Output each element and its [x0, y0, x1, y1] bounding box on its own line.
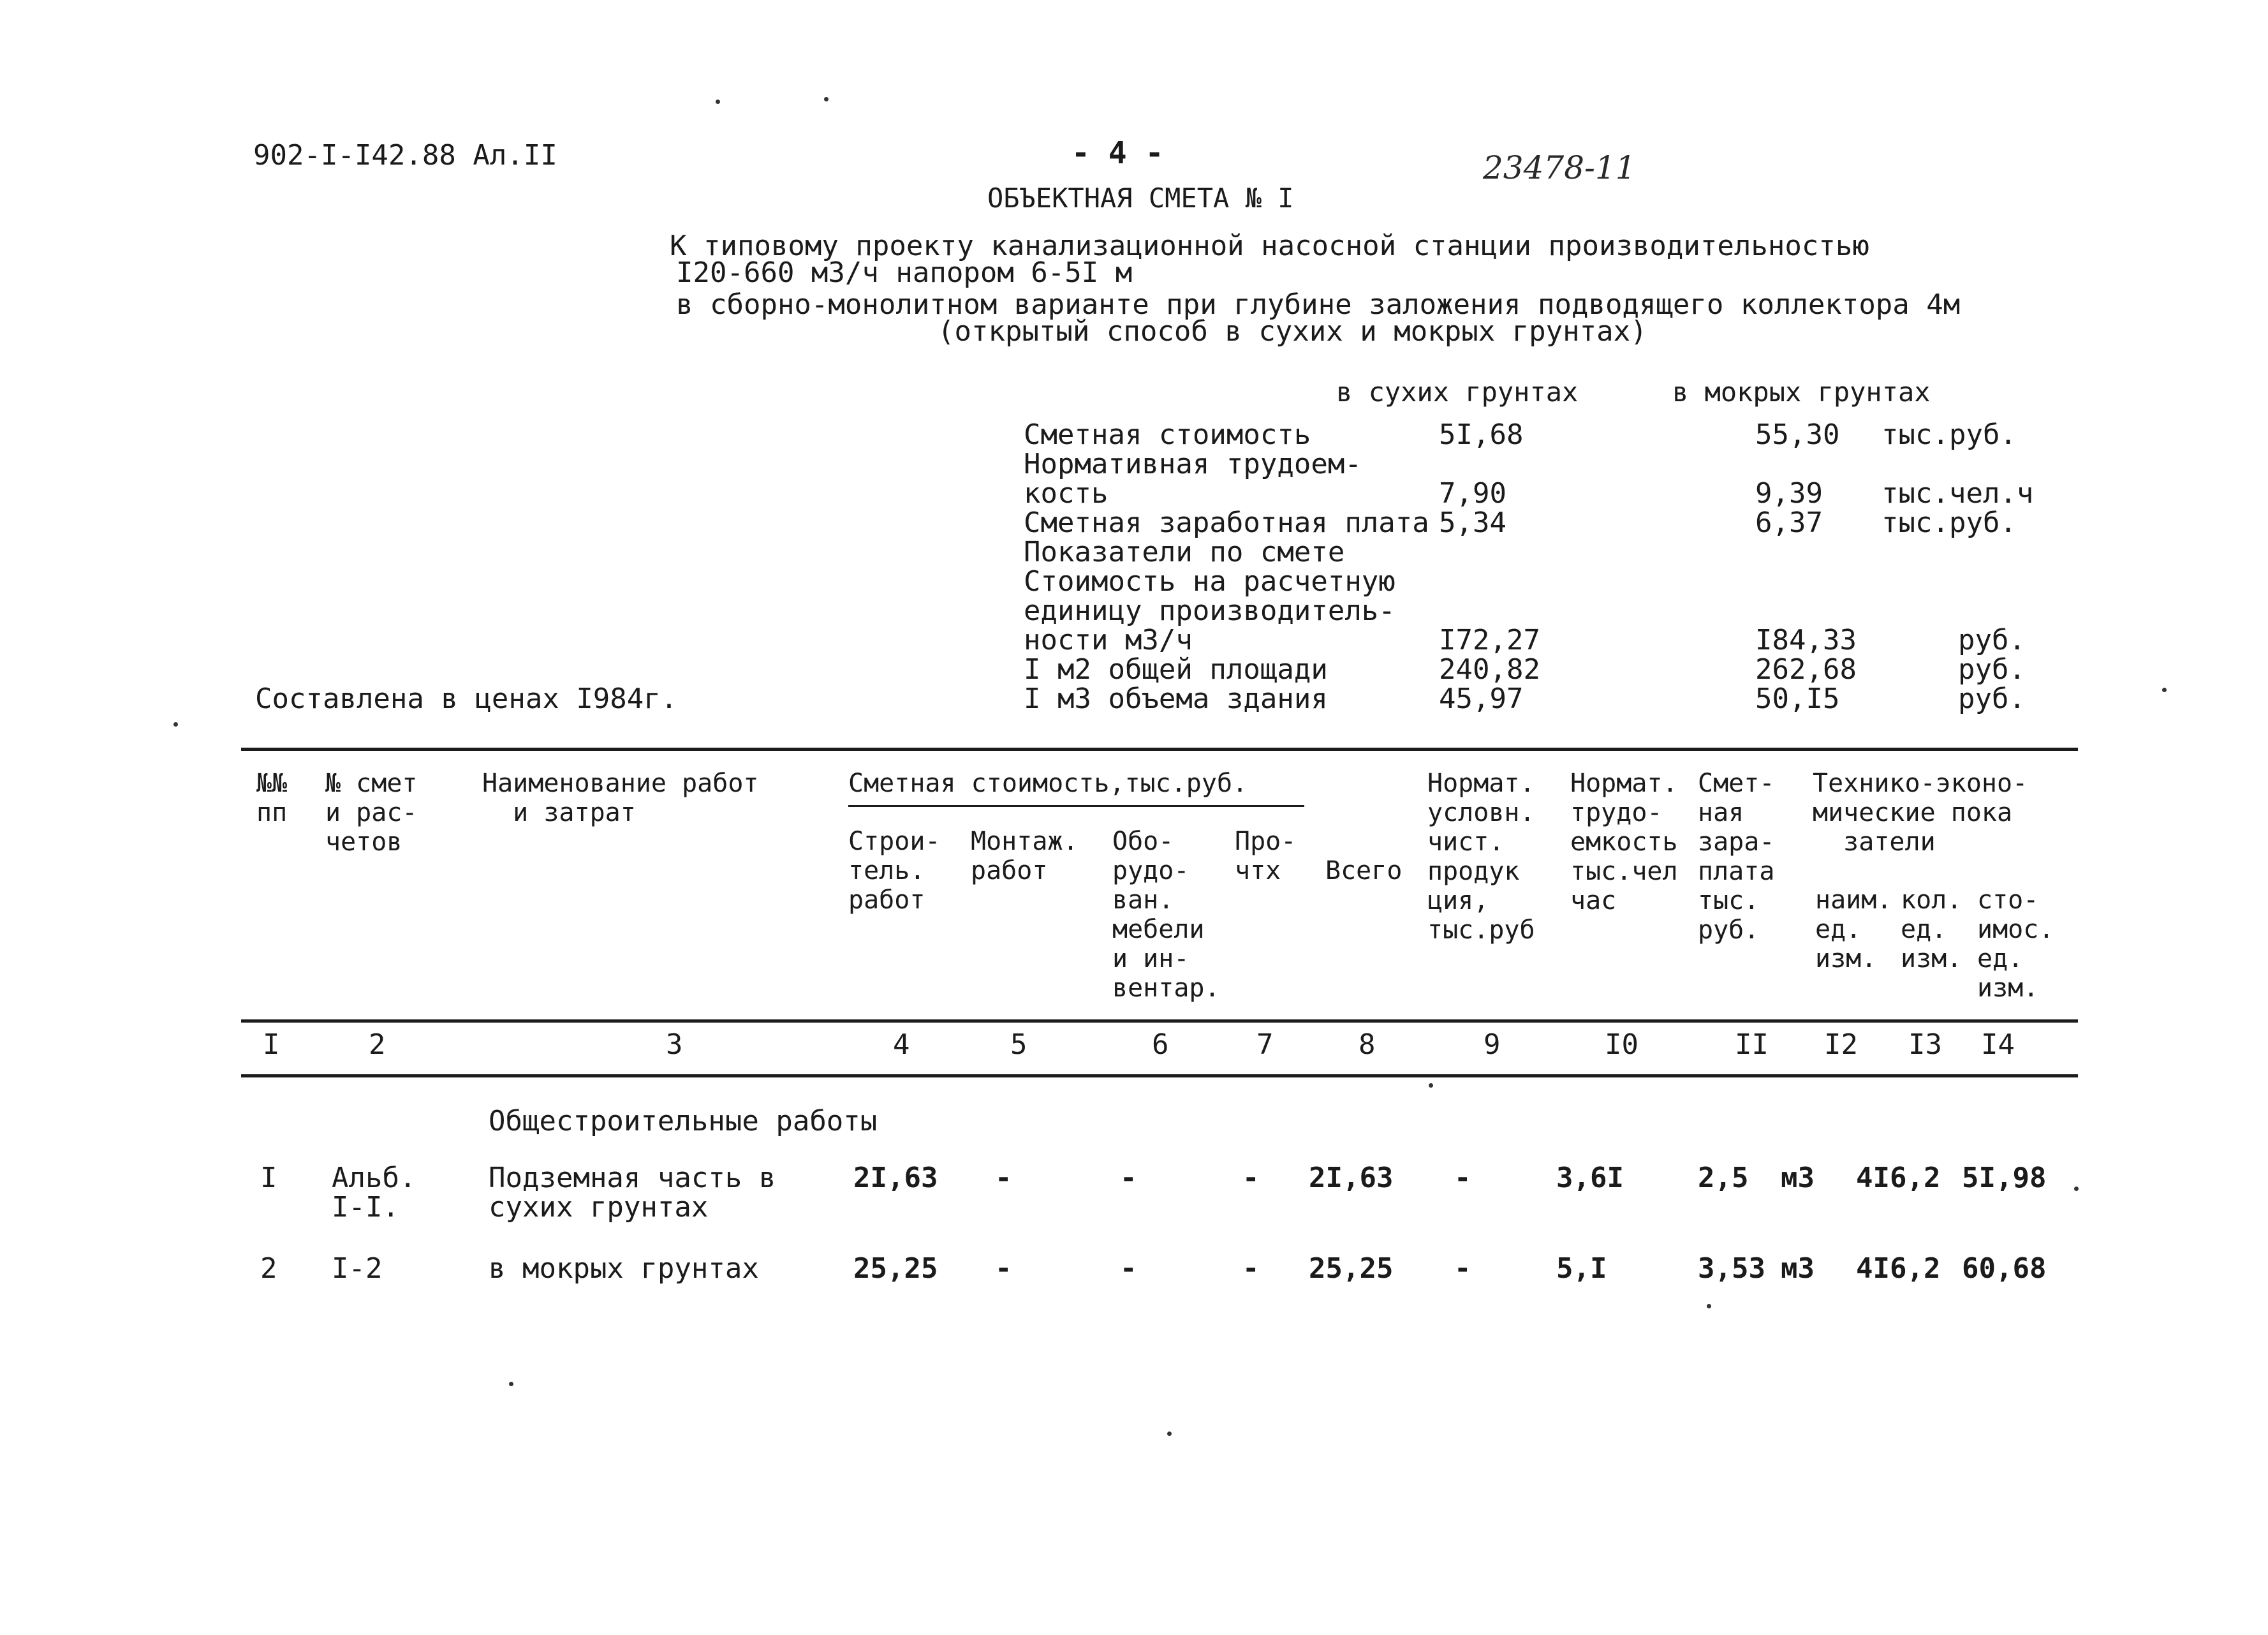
cell-n: 2 [260, 1252, 277, 1285]
summary-dry-value: 240,82 [1439, 653, 1540, 686]
summary-header-wet: в мокрых грунтах [1672, 376, 1931, 408]
cell-c6: - [1120, 1162, 1137, 1194]
header-equipment: Обо- рудо- ван. мебели и ин- вентар. [1112, 827, 1220, 1003]
cell-c13: 4I6,2 [1856, 1252, 1941, 1285]
cell-c12: м3 [1781, 1252, 1815, 1285]
column-number: I0 [1605, 1028, 1638, 1061]
cell-c6: - [1120, 1252, 1137, 1285]
cell-ref: I-2 [332, 1252, 383, 1285]
header-bottom-rule [241, 1019, 2078, 1023]
cell-c9: - [1454, 1162, 1471, 1194]
column-number: I [263, 1028, 280, 1061]
handwritten-number: 23478-11 [1483, 149, 1636, 186]
cell-c8: 25,25 [1309, 1252, 1394, 1285]
header-estimate-ref: № смет и рас- четов [325, 769, 418, 857]
summary-dry-value: 5,34 [1439, 507, 1506, 539]
subtitle-line-4: (открытый способ в сухих и мокрых грунтах) [938, 315, 1647, 348]
scan-speck [1429, 1083, 1433, 1088]
summary-unit: руб. [1958, 683, 2026, 715]
cell-n: I [260, 1162, 277, 1194]
header-unit-cost: сто- имос. ед. изм. [1977, 885, 2054, 1003]
column-number: 9 [1484, 1028, 1501, 1061]
summary-label: ности м3/ч [1024, 624, 1193, 656]
section-title: Общестроительные работы [489, 1105, 878, 1137]
summary-dry-value: I72,27 [1439, 624, 1540, 656]
cell-c7: - [1242, 1252, 1260, 1285]
cell-c11: 3,53 [1698, 1252, 1765, 1285]
document-code: 902-I-I42.88 Ал.II [253, 139, 557, 172]
summary-wet-value: 6,37 [1755, 507, 1823, 539]
column-number: 4 [893, 1028, 910, 1061]
summary-label: единицу производитель- [1024, 595, 1395, 627]
header-wages: Смет- ная зара- плата тыс. руб. [1698, 769, 1775, 945]
column-number: 5 [1010, 1028, 1027, 1061]
summary-unit: тыс.чел.ч [1881, 477, 2034, 510]
cell-c8: 2I,63 [1309, 1162, 1394, 1194]
header-unit-name: наим. ед. изм. [1815, 885, 1892, 973]
column-number: 6 [1152, 1028, 1169, 1061]
header-work-name: Наименование работ и затрат [482, 769, 759, 827]
cell-c9: - [1454, 1252, 1471, 1285]
subtitle-line-1: К типовому проекту канализационной насосной станции производительностью [670, 230, 1869, 262]
summary-wet-value: 9,39 [1755, 477, 1823, 510]
scan-speck [173, 722, 178, 727]
subtitle-line-3: в сборно-монолитном варианте при глубине заложения подводящего коллектора 4м [676, 288, 1961, 321]
summary-unit: руб. [1958, 653, 2026, 686]
scan-speck [2162, 688, 2167, 692]
summary-label: Сметная заработная плата [1024, 507, 1429, 539]
subtitle-line-2: I20-660 м3/ч напором 6-5I м [676, 256, 1133, 289]
summary-label: кость [1024, 477, 1108, 510]
summary-wet-value: I84,33 [1755, 624, 1857, 656]
cell-c4: 2I,63 [853, 1162, 938, 1194]
table-top-rule [241, 748, 2078, 751]
scan-speck [1167, 1432, 1172, 1436]
column-number: I2 [1824, 1028, 1858, 1061]
group-header-rule [848, 805, 1304, 807]
prices-note: Составлена в ценах I984г. [255, 683, 678, 715]
cell-c4: 25,25 [853, 1252, 938, 1285]
cell-c11: 2,5 [1698, 1162, 1749, 1194]
header-other: Про- чтх [1235, 827, 1297, 885]
cell-c13: 4I6,2 [1856, 1162, 1941, 1194]
cell-c5: - [995, 1162, 1012, 1194]
column-number: 3 [666, 1028, 683, 1061]
summary-wet-value: 50,I5 [1755, 683, 1840, 715]
header-installation: Монтаж. работ [971, 827, 1079, 885]
document-title: ОБЪЕКТНАЯ СМЕТА № I [987, 182, 1294, 214]
summary-header-dry: в сухих грунтах [1336, 376, 1579, 408]
column-number: 7 [1256, 1028, 1274, 1061]
header-total: Всего [1325, 856, 1403, 885]
header-tech-econ: Технико-эконо- мические пока затели [1813, 769, 2028, 857]
summary-wet-value: 262,68 [1755, 653, 1857, 686]
scan-speck [716, 100, 720, 104]
summary-unit: тыс.руб. [1881, 507, 2017, 539]
cell-c14: 5I,98 [1962, 1162, 2047, 1194]
header-labor: Нормат. трудо- емкость тыс.чел час [1570, 769, 1678, 915]
summary-label: Нормативная трудоем- [1024, 448, 1362, 480]
header-construction: Строи- тель. работ [848, 827, 941, 915]
summary-label: Показатели по смете [1024, 536, 1345, 568]
scan-speck [509, 1382, 513, 1386]
summary-label: Стоимость на расчетную [1024, 565, 1395, 598]
column-number: 2 [369, 1028, 386, 1061]
header-row-number: №№ пп [256, 769, 288, 827]
cell-c10: 3,6I [1556, 1162, 1624, 1194]
cell-name: Подземная часть в сухих грунтах [489, 1162, 776, 1224]
cell-c12: м3 [1781, 1162, 1815, 1194]
scan-speck [1707, 1304, 1711, 1308]
cell-c14: 60,68 [1962, 1252, 2047, 1285]
column-number: II [1735, 1028, 1769, 1061]
summary-dry-value: 5I,68 [1439, 418, 1524, 451]
summary-label: I м2 общей площади [1024, 653, 1328, 686]
summary-wet-value: 55,30 [1755, 418, 1840, 451]
cell-name: в мокрых грунтах [489, 1252, 759, 1285]
cell-c5: - [995, 1252, 1012, 1285]
summary-label: Сметная стоимость [1024, 418, 1311, 451]
scan-speck [824, 97, 828, 101]
summary-label: I м3 объема здания [1024, 683, 1328, 715]
cell-ref: Альб. I-I. [332, 1162, 416, 1224]
cell-c10: 5,I [1556, 1252, 1607, 1285]
column-number: 8 [1359, 1028, 1376, 1061]
column-numbers-rule [241, 1074, 2078, 1077]
summary-unit: руб. [1958, 624, 2026, 656]
column-number: I4 [1981, 1028, 2015, 1061]
summary-dry-value: 45,97 [1439, 683, 1524, 715]
cell-c7: - [1242, 1162, 1260, 1194]
header-net-output: Нормат. условн. чист. продук ция, тыс.руб [1427, 769, 1535, 945]
summary-unit: тыс.руб. [1881, 418, 2017, 451]
header-unit-qty: кол. ед. изм. [1901, 885, 1962, 973]
scan-speck [2074, 1187, 2079, 1191]
column-number: I3 [1908, 1028, 1942, 1061]
page-number: - 4 - [1071, 135, 1164, 171]
summary-dry-value: 7,90 [1439, 477, 1506, 510]
header-cost-group: Сметная стоимость,тыс.руб. [848, 769, 1248, 798]
